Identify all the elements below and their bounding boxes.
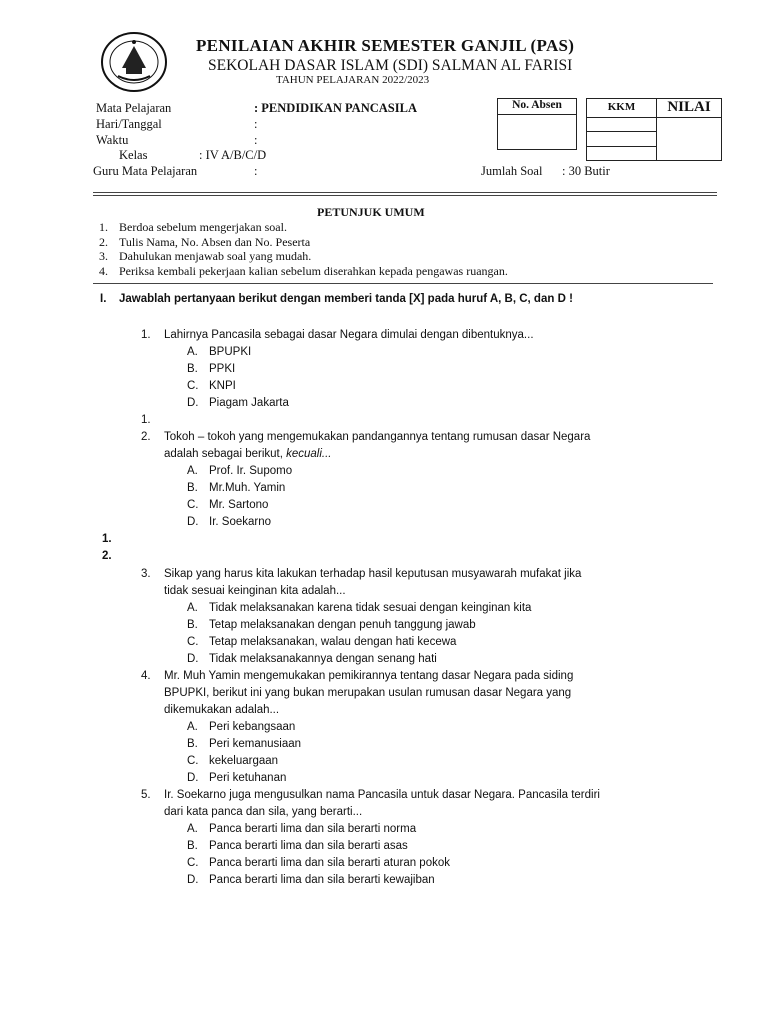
option-text: Panca berarti lima dan sila berarti asas [209,840,408,852]
question-text: Tokoh – tokoh yang mengemukakan pandangannya tentang rumusan dasar Negara [164,431,591,443]
instruction-number: 2. [99,235,108,249]
class-label: Kelas [119,148,148,162]
instruction-item: Tulis Nama, No. Absen dan No. Peserta [119,235,311,249]
instruction-number: 4. [99,264,108,278]
section-numeral: I. [100,293,107,305]
question-text: adalah sebagai berikut, [164,448,283,460]
stray-number: 1. [102,533,112,545]
option-letter: C. [187,755,199,767]
option-text: KNPI [209,380,236,392]
question-text: dikemukakan adalah... [164,704,280,716]
option-text: Peri ketuhanan [209,772,287,784]
divider-instructions [93,283,713,284]
option-text: Panca berarti lima dan sila berarti aturan pokok [209,857,450,869]
question-number: 3. [141,568,151,580]
question-text: Mr. Muh Yamin mengemukakan pemikirannya tentang dasar Negara pada siding [164,670,574,682]
day-value: : [254,117,258,131]
question-italic: kecuali... [286,448,332,460]
class-value: : IV A/B/C/D [199,148,267,162]
kkm-cell-3[interactable] [586,146,657,161]
question-count-value: : 30 Butir [562,164,610,178]
option-letter: D. [187,653,199,665]
academic-year: TAHUN PELAJARAN 2022/2023 [276,74,430,86]
option-text: Peri kebangsaan [209,721,296,733]
section-instruction: Jawablah pertanyaan berikut dengan memberi tanda [X] pada huruf A, B, C, dan D ! [119,293,573,305]
option-letter: D. [187,516,199,528]
option-text: PPKI [209,363,236,375]
question-text: tidak sesuai keinginan kita adalah... [164,585,346,597]
option-letter: C. [187,636,199,648]
option-text: Piagam Jakarta [209,397,289,409]
option-text: Prof. Ir. Supomo [209,465,293,477]
teacher-label: Guru Mata Pelajaran [93,164,198,178]
divider-top-2 [93,195,717,196]
question-text-line2 [164,446,332,463]
time-value: : [254,133,258,147]
question-text: BPUPKI, berikut ini yang bukan merupakan usulan rumusan dasar Negara yang [164,687,572,699]
option-text: Tidak melaksanakannya dengan senang hati [209,653,437,665]
instruction-item: Berdoa sebelum mengerjakan soal. [119,220,287,234]
option-text: Mr.Muh. Yamin [209,482,286,494]
option-letter: B. [187,840,198,852]
question-number: 1. [141,329,151,341]
option-text: BPUPKI [209,346,252,358]
subject-label: Mata Pelajaran [96,101,172,115]
time-label: Waktu [96,133,129,147]
stray-number: 1. [141,414,151,426]
instruction-number: 3. [99,249,108,263]
option-letter: A. [187,465,198,477]
school-name: SEKOLAH DASAR ISLAM (SDI) SALMAN AL FARISI [208,57,573,74]
option-letter: C. [187,380,199,392]
question-text: dari kata panca dan sila, yang berarti... [164,806,363,818]
subject-value: : PENDIDIKAN PANCASILA [254,101,417,115]
option-letter: B. [187,619,198,631]
question-count-label: Jumlah Soal [481,164,543,178]
option-letter: C. [187,857,199,869]
divider-top [93,192,717,193]
question-text: Ir. Soekarno juga mengusulkan nama Pancasila untuk dasar Negara. Pancasila terdiri [164,789,600,801]
absen-label: No. Absen [512,99,562,111]
question-text: Sikap yang harus kita lakukan terhadap hasil keputusan musyawarah mufakat jika [164,568,582,580]
teacher-value: : [254,164,258,178]
option-letter: A. [187,602,198,614]
option-letter: A. [187,721,198,733]
instructions-title: PETUNJUK UMUM [317,205,425,219]
option-text: Tetap melaksanakan dengan penuh tanggung jawab [209,619,476,631]
question-text: Lahirnya Pancasila sebagai dasar Negara dimulai dengan dibentuknya... [164,329,534,341]
exam-title: PENILAIAN AKHIR SEMESTER GANJIL (PAS) [196,36,575,55]
option-text: Ir. Soekarno [209,516,272,528]
option-letter: A. [187,346,198,358]
option-text: Panca berarti lima dan sila berarti norma [209,823,417,835]
question-number: 5. [141,789,151,801]
option-letter: A. [187,823,198,835]
option-letter: B. [187,363,198,375]
day-label: Hari/Tanggal [96,117,162,131]
instruction-number: 1. [99,220,108,234]
question-number: 2. [141,431,151,443]
option-text: Panca berarti lima dan sila berarti kewajiban [209,874,435,886]
school-logo [100,30,168,94]
nilai-cell[interactable] [656,117,722,161]
option-letter: B. [187,482,198,494]
option-letter: D. [187,874,199,886]
option-letter: C. [187,499,199,511]
kkm-label: KKM [607,101,636,113]
kkm-cell-2[interactable] [586,131,657,147]
option-letter: B. [187,738,198,750]
option-text: Peri kemanusiaan [209,738,302,750]
option-text: kekeluargaan [209,755,279,767]
question-number: 4. [141,670,151,682]
option-text: Tidak melaksanakan karena tidak sesuai dengan keinginan kita [209,602,532,614]
instruction-item: Periksa kembali pekerjaan kalian sebelum diserahkan kepada pengawas ruangan. [119,264,508,278]
stray-number: 2. [102,550,112,562]
option-letter: D. [187,772,199,784]
kkm-cell-1[interactable] [586,117,657,132]
option-text: Mr. Sartono [209,499,269,511]
option-text: Tetap melaksanakan, walau dengan hati kecewa [209,636,457,648]
option-letter: D. [187,397,199,409]
instruction-item: Dahulukan menjawab soal yang mudah. [119,249,312,263]
nilai-label: NILAI [667,99,711,115]
